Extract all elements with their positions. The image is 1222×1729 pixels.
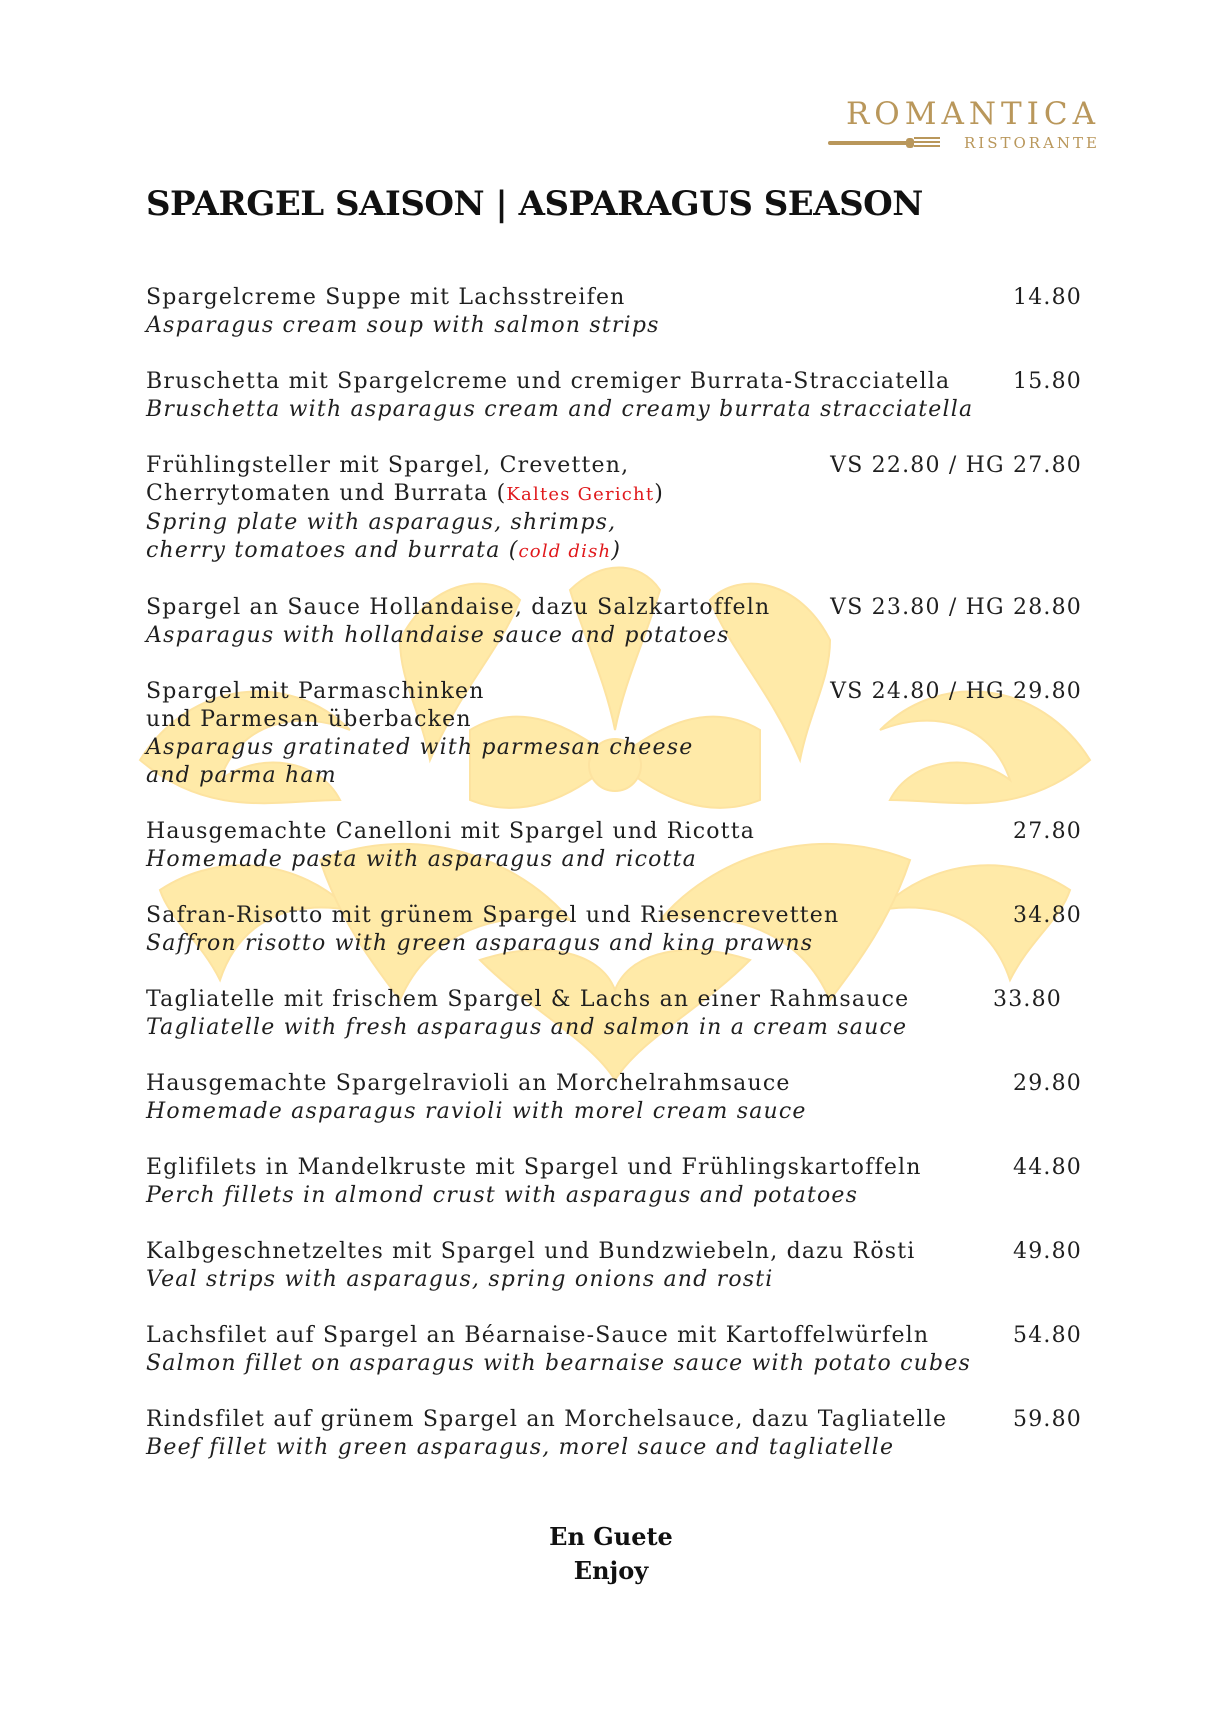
menu-item [146, 1322, 1082, 1378]
dish-name-en [146, 734, 1082, 762]
dish-text: Hausgemachte Spargelravioli an Morchelrahmsauce [146, 1071, 791, 1096]
dish-text: Kalbgeschnetzeltes mit Spargel und Bundzwiebeln, dazu Rösti [146, 1239, 916, 1264]
menu-list [146, 284, 1082, 1490]
dish-text: Rindsfilet auf grünem Spargel an Morchelsauce, dazu Tagliatelle [146, 1407, 948, 1432]
dish-text: Homemade asparagus ravioli with morel cream sauce [146, 1099, 807, 1124]
dish-text: ) [611, 538, 622, 563]
dish-name-de [146, 986, 1082, 1014]
menu-item [146, 1070, 1082, 1126]
dish-name-en [146, 1350, 1082, 1378]
dish-text: ) [654, 481, 665, 506]
dish-note: cold dish [518, 541, 612, 562]
menu-item [146, 986, 1082, 1042]
dish-text: Hausgemachte Canelloni mit Spargel und Ricotta [146, 819, 756, 844]
dish-name-en [146, 312, 1082, 340]
dish-price: VS 22.80 / HG 27.80 [830, 453, 1082, 478]
dish-text: Saffron risotto with green asparagus and king prawns [146, 931, 814, 956]
dish-text: Beef fillet with green asparagus, morel sauce and tagliatelle [146, 1435, 895, 1460]
dish-text: und Parmesan überbacken [146, 707, 472, 732]
restaurant-logo [828, 96, 1100, 156]
dish-price: 15.80 [1013, 369, 1082, 394]
dish-name-en [146, 762, 1082, 790]
dish-text: Veal strips with asparagus, spring onions and rosti [146, 1267, 774, 1292]
dish-text: Spargelcreme Suppe mit Lachsstreifen [146, 285, 626, 310]
dish-name-de [146, 1406, 1082, 1434]
dish-name-en [146, 1434, 1082, 1462]
dish-note: Kaltes Gericht [506, 484, 655, 505]
dish-price: 49.80 [1013, 1239, 1082, 1264]
dish-name-de [146, 480, 1082, 509]
dish-name-de [146, 706, 1082, 734]
menu-item [146, 1406, 1082, 1462]
dish-price: 54.80 [1013, 1323, 1082, 1348]
dish-name-de [146, 902, 1082, 930]
menu-item [146, 678, 1082, 790]
dish-text: Bruschetta mit Spargelcreme und cremiger Burrata-Stracciatella [146, 369, 951, 394]
dish-text: Spargel an Sauce Hollandaise, dazu Salzkartoffeln [146, 595, 771, 620]
dish-text: Bruschetta with asparagus cream and creamy burrata stracciatella [146, 397, 974, 422]
dish-text: Homemade pasta with asparagus and ricotta [146, 847, 697, 872]
dish-text: Frühlingsteller mit Spargel, Crevetten, [146, 453, 630, 478]
dish-name-en [146, 846, 1082, 874]
dish-price: 14.80 [1013, 285, 1082, 310]
menu-item [146, 1238, 1082, 1294]
dish-text: Spargel mit Parmaschinken [146, 679, 485, 704]
dish-name-de [146, 1322, 1082, 1350]
dish-text: and parma ham [146, 763, 337, 788]
dish-text: Asparagus with hollandaise sauce and potatoes [146, 623, 730, 648]
dish-price: 33.80 [993, 987, 1062, 1012]
fork-icon [828, 136, 940, 150]
menu-item [146, 902, 1082, 958]
dish-price: 59.80 [1013, 1407, 1082, 1432]
dish-name-en [146, 930, 1082, 958]
dish-price: VS 23.80 / HG 28.80 [830, 595, 1082, 620]
dish-text: Eglifilets in Mandelkruste mit Spargel und Frühlingskartoffeln [146, 1155, 922, 1180]
footer [0, 1520, 1222, 1588]
dish-name-en [146, 396, 1082, 424]
dish-text: Spring plate with asparagus, shrimps, [146, 510, 617, 535]
dish-name-de [146, 368, 1082, 396]
dish-text: Perch fillets in almond crust with asparagus and potatoes [146, 1183, 859, 1208]
dish-name-en [146, 1266, 1082, 1294]
menu-item [146, 368, 1082, 424]
dish-name-en [146, 509, 1082, 537]
menu-item [146, 284, 1082, 340]
dish-name-en [146, 1014, 1082, 1042]
logo-name: ROMANTICA [845, 96, 1100, 132]
dish-name-de [146, 818, 1082, 846]
dish-name-en [146, 1182, 1082, 1210]
dish-text: Tagliatelle with fresh asparagus and salmon in a cream sauce [146, 1015, 908, 1040]
page-title: SPARGEL SAISON | ASPARAGUS SEASON [146, 184, 923, 224]
dish-name-de [146, 1238, 1082, 1266]
dish-text: Lachsfilet auf Spargel an Béarnaise-Sauce mit Kartoffelwürfeln [146, 1323, 930, 1348]
dish-text: Tagliatelle mit frischem Spargel & Lachs an einer Rahmsauce [146, 987, 910, 1012]
dish-text: Asparagus gratinated with parmesan cheese [146, 735, 694, 760]
menu-item [146, 452, 1082, 566]
dish-name-de [146, 1070, 1082, 1098]
menu-item [146, 1154, 1082, 1210]
dish-price: 29.80 [1013, 1071, 1082, 1096]
menu-item [146, 818, 1082, 874]
dish-price: 44.80 [1013, 1155, 1082, 1180]
dish-name-de [146, 1154, 1082, 1182]
dish-name-en [146, 1098, 1082, 1126]
dish-price: 34.80 [1013, 903, 1082, 928]
dish-text: Safran-Risotto mit grünem Spargel und Riesencrevetten [146, 903, 840, 928]
dish-text: Cherrytomaten und Burrata ( [146, 481, 507, 506]
dish-name-de [146, 284, 1082, 312]
dish-text: Salmon fillet on asparagus with bearnaise sauce with potato cubes [146, 1351, 972, 1376]
dish-name-en [146, 537, 1082, 566]
dish-price: 27.80 [1013, 819, 1082, 844]
logo-subtitle: RISTORANTE [963, 134, 1100, 152]
dish-name-en [146, 622, 1082, 650]
footer-line-en: Enjoy [573, 1556, 649, 1585]
dish-price: VS 24.80 / HG 29.80 [830, 679, 1082, 704]
dish-text: cherry tomatoes and burrata ( [146, 538, 519, 563]
dish-text: Asparagus cream soup with salmon strips [146, 313, 660, 338]
footer-line-de: En Guete [549, 1522, 673, 1551]
menu-item [146, 594, 1082, 650]
